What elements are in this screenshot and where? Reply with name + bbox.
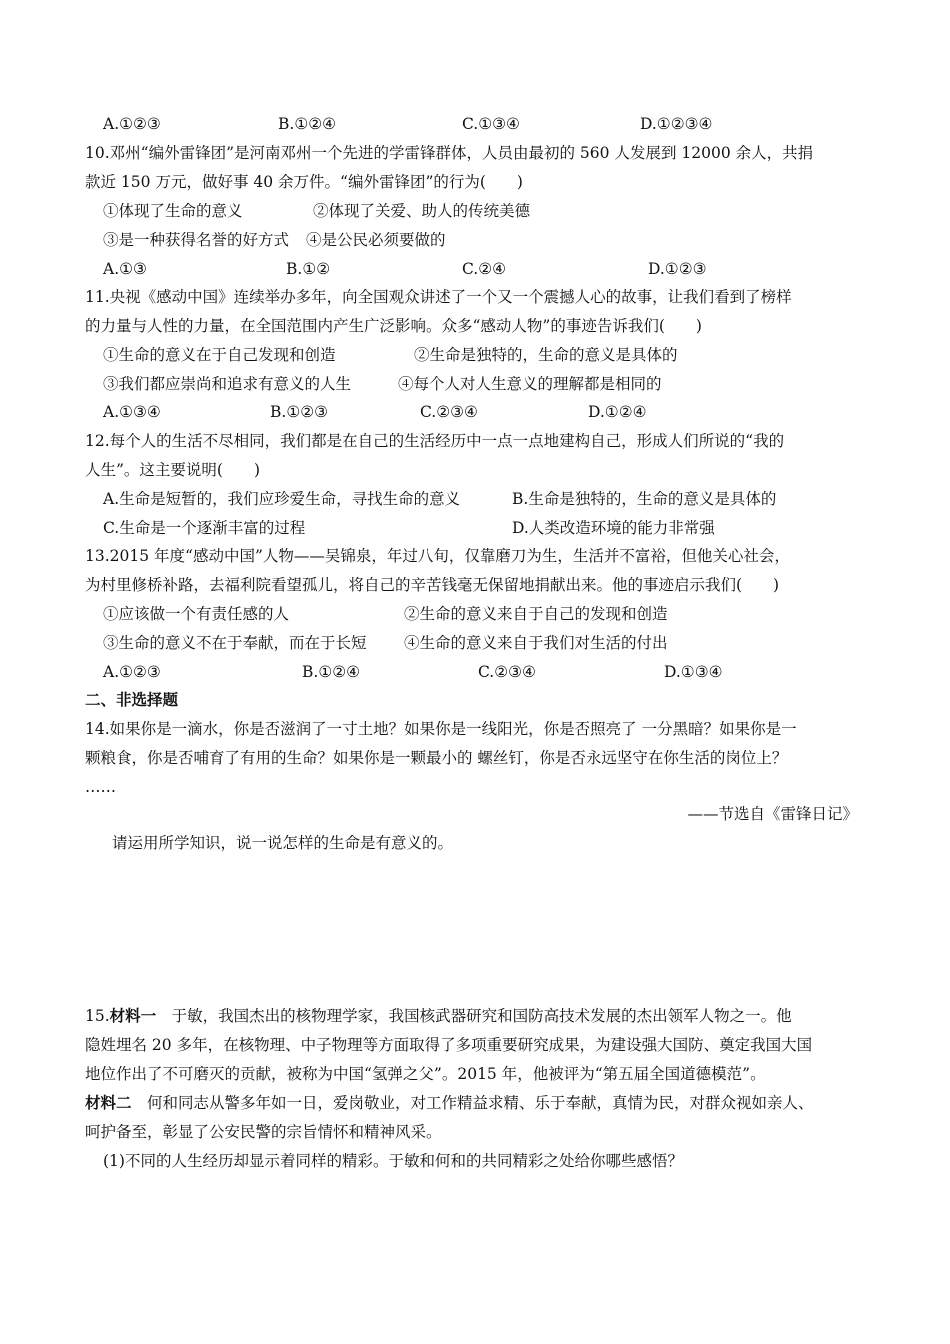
q14-question: 请运用所学知识，说一说怎样的生命是有意义的。	[112, 834, 454, 852]
q10-item2: ②体现了关爱、助人的传统美德	[313, 202, 531, 220]
q11-option-c: C.②③④	[420, 403, 478, 421]
q15-material1-line2: 隐姓埋名 20 多年，在核物理、中子物理等方面取得了多项重要研究成果，为建设强大国防、奠定我国大国	[85, 1036, 813, 1054]
q11-stem-line2: 的力量与人性的力量，在全国范围内产生广泛影响。众多“感动人物”的事迹告诉我们( )	[85, 317, 702, 335]
q13-option-b: B.①②④	[302, 663, 361, 681]
q14-line1: 14.如果你是一滴水，你是否滋润了一寸土地？如果你是一线阳光，你是否照亮了 一分黑暗？如果你是一	[85, 720, 797, 738]
q13-item4: ④生命的意义来自于我们对生活的付出	[404, 634, 668, 652]
q10-item4: ④是公民必须要做的	[306, 231, 446, 249]
q11-item3: ③我们都应崇尚和追求有意义的人生	[103, 375, 352, 393]
q11-option-a: A.①③④	[103, 403, 161, 421]
q11-option-b: B.①②③	[270, 403, 329, 421]
q14-source: ——节选自《雷锋日记》	[687, 805, 858, 823]
q12-option-a: A.生命是短暂的，我们应珍爱生命，寻找生命的意义	[103, 490, 461, 508]
q13-item2: ②生命的意义来自于自己的发现和创造	[404, 605, 668, 623]
q11-item2: ②生命是独特的，生命的意义是具体的	[414, 346, 678, 364]
q10-stem-line1: 10.邓州“编外雷锋团”是河南邓州一个先进的学雷锋群体，人员由最初的 560 人发展到 12000 余人，共捐	[85, 144, 814, 162]
q10-option-d: D.①②③	[648, 260, 707, 278]
q10-option-a: A.①③	[103, 260, 147, 278]
q15-material1-label: 材料一	[109, 1006, 157, 1025]
q9-option-d: D.①②③④	[640, 115, 713, 133]
q12-option-d: D.人类改造环境的能力非常强	[512, 519, 715, 537]
q10-option-b: B.①②	[286, 260, 331, 278]
q15-material1-text: 于敏，我国杰出的核物理学家，我国核武器研究和国防高技术发展的杰出领军人物之一。他	[156, 1007, 792, 1025]
q13-option-a: A.①②③	[103, 663, 161, 681]
q15-number: 15.	[85, 1007, 110, 1025]
q13-item3: ③生命的意义不在于奉献，而在于长短	[103, 634, 367, 652]
q9-option-c: C.①③④	[462, 115, 520, 133]
q15-material2-text: 何和同志从警多年如一日，爱岗敬业，对工作精益求精、乐于奉献，真情为民，对群众视如亲人、	[131, 1094, 814, 1112]
q10-item1: ①体现了生命的意义	[103, 202, 243, 220]
q15-material2-line2: 呵护备至，彰显了公安民警的宗旨情怀和精神风采。	[85, 1123, 442, 1141]
q15-material1-line3: 地位作出了不可磨灭的贡献，被称为中国“氢弹之父”。2015 年，他被评为“第五届全国道德模范”。	[85, 1065, 766, 1083]
q13-stem-line1: 13.2015 年度“感动中国”人物——吴锦泉，年过八旬，仅靠磨刀为生，生活并不富裕，但他关心社会，	[85, 547, 790, 565]
q13-stem-line2: 为村里修桥补路，去福利院看望孤儿，将自己的辛苦钱毫无保留地捐献出来。他的事迹启示我们( )	[85, 576, 780, 594]
q11-stem-line1: 11.央视《感动中国》连续举办多年，向全国观众讲述了一个又一个震撼人心的故事，让我们看到了榜样	[85, 288, 792, 306]
section-heading: 二、非选择题	[85, 690, 179, 709]
q15-material1-line1	[85, 1006, 792, 1026]
q13-item1: ①应该做一个有责任感的人	[103, 605, 290, 623]
q13-option-d: D.①③④	[664, 663, 723, 681]
q11-item1: ①生命的意义在于自己发现和创造	[103, 346, 336, 364]
q9-option-a: A.①②③	[103, 115, 161, 133]
q15-material2-label: 材料二	[85, 1093, 132, 1112]
q12-option-c: C.生命是一个逐渐丰富的过程	[103, 519, 306, 537]
q15-sub1: (1)不同的人生经历却显示着同样的精彩。于敏和何和的共同精彩之处给你哪些感悟？	[103, 1152, 683, 1170]
q14-line2: 颗粮食，你是否哺育了有用的生命？如果你是一颗最小的 螺丝钉，你是否永远坚守在你生活的岗位上？	[85, 749, 788, 767]
q11-option-d: D.①②④	[588, 403, 647, 421]
q10-option-c: C.②④	[462, 260, 507, 278]
q9-option-b: B.①②④	[278, 115, 337, 133]
q15-material2-line1	[85, 1093, 814, 1113]
q12-stem-line1: 12.每个人的生活不尽相同，我们都是在自己的生活经历中一点一点地建构自己，形成人们所说的“我的	[85, 432, 785, 450]
q13-option-c: C.②③④	[478, 663, 536, 681]
q14-line3: ……	[85, 778, 116, 796]
q11-item4: ④每个人对人生意义的理解都是相同的	[398, 375, 662, 393]
q10-item3: ③是一种获得名誉的好方式	[103, 231, 290, 249]
q12-option-b: B.生命是独特的，生命的意义是具体的	[512, 490, 777, 508]
q10-stem-line2: 款近 150 万元，做好事 40 余万件。“编外雷锋团”的行为( )	[85, 173, 523, 191]
q12-stem-line2: 人生”。这主要说明( )	[85, 461, 261, 479]
